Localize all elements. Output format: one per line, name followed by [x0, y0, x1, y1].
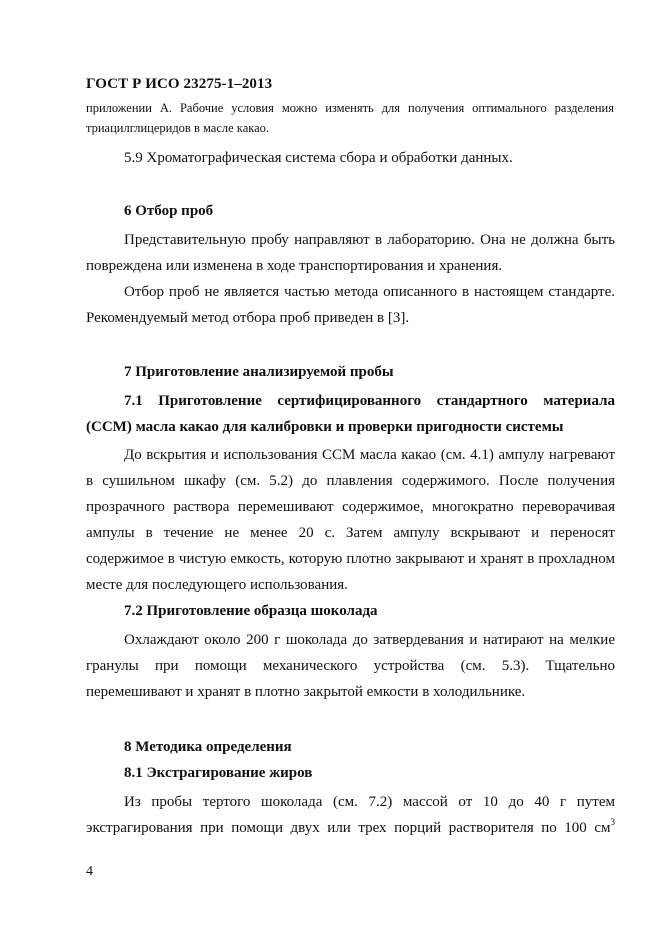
section-8-1-text: Из пробы тертого шоколада (см. 7.2) массой от 10 до 40 г путем экстрагирования при помощи двух или трех порций растворителя по 100 см	[86, 794, 615, 836]
superscript-3: 3	[610, 816, 615, 827]
section-6-paragraph-1: Представительную пробу направляют в лабораторию. Она не должна быть повреждена или изменена в ходе транспортирования и хранения.	[86, 232, 615, 274]
item-5-9: 5.9 Хроматографическая система сбора и обработки данных.	[124, 150, 513, 166]
section-7-heading: 7 Приготовление анализируемой пробы	[124, 364, 394, 380]
section-6-paragraph-2: Отбор проб не является частью метода описанного в настоящем стандарте. Рекомендуемый метод отбора проб приведен в [3].	[86, 284, 615, 326]
section-7-2-paragraph: Охлаждают около 200 г шоколада до затвердевания и натирают на мелкие гранулы при помощи механического устройства (см. 5.3). Тщательно перемешивают и хранят в плотно закрытой емкости в холодильнике.	[86, 632, 615, 700]
document-header: ГОСТ Р ИСО 23275-1–2013	[86, 76, 273, 92]
section-6-heading: 6 Отбор проб	[124, 203, 214, 219]
intro-line-2: триацилглицеридов в масле какао.	[86, 121, 270, 135]
section-7-1-paragraph: До вскрытия и использования ССМ масла какао (см. 4.1) ампулу нагревают в сушильном шкафу (см. 5.2) до плавления содержимого. После получения прозрачного раствора перемешивают содержимое, многократно переворачивая ампулы в течение не менее 20 с. Затем ампулу вскрывают и переносят содержимое в чистую емкость, которую плотно закрывают и хранят в прохладном месте для последующего использования.	[86, 447, 615, 593]
section-8-1-paragraph	[86, 790, 615, 842]
section-8-heading: 8 Методика определения	[124, 739, 292, 755]
page-number: 4	[86, 864, 93, 879]
intro-line-1: приложении А. Рабочие условия можно изменять для получения оптимального разделения	[86, 101, 614, 115]
section-7-2-heading: 7.2 Приготовление образца шоколада	[124, 603, 378, 619]
section-8-1-heading: 8.1 Экстрагирование жиров	[124, 765, 313, 781]
section-7-1-heading: 7.1 Приготовление сертифицированного стандартного материала (ССМ) масла какао для калибровки и проверки пригодности системы	[86, 393, 615, 435]
